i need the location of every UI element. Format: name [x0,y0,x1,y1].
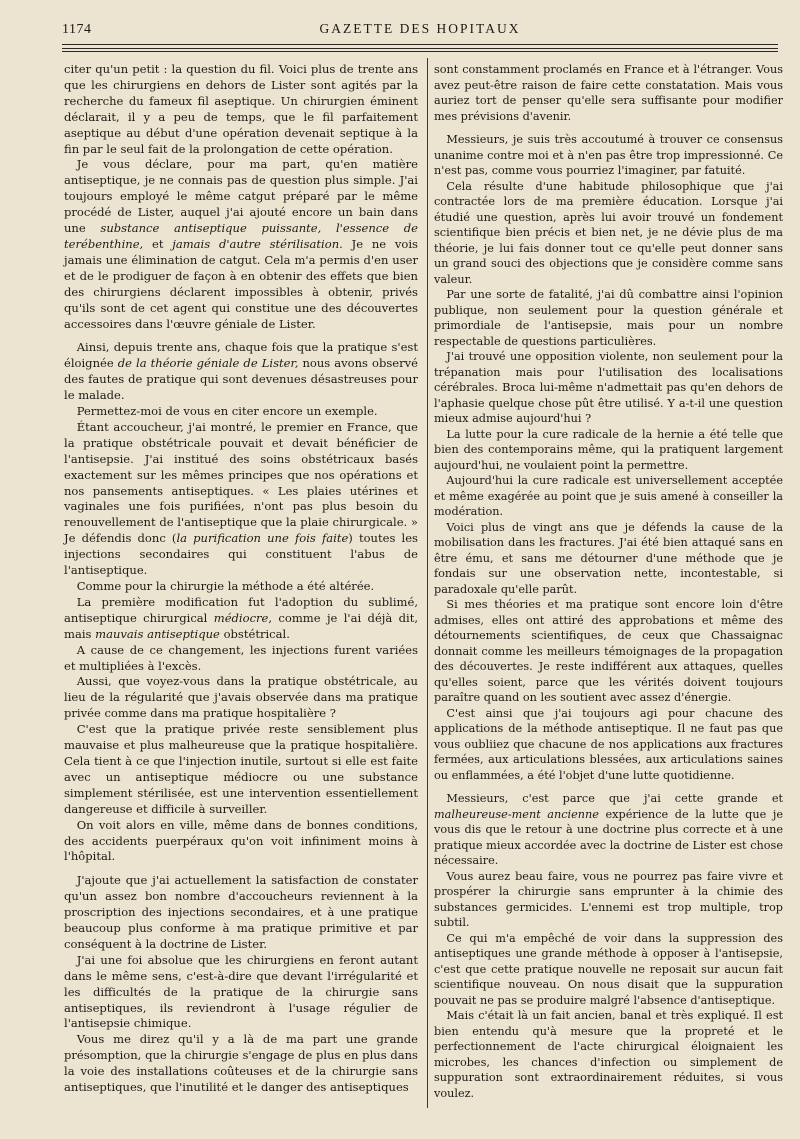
paragraph: A cause de ce changement, les injections furent variées et multipliées à l'excès. [64,642,418,673]
paragraph: Voici plus de vingt ans que je défends la cause de la mobilisation dans les fractures. J'ai été bien attaqué sans en être ému, et sans me détourner d'une méthode que je fondais sur une observation nette, incontestable, si paradoxale qu'elle parût. [434,520,783,596]
paragraph: Étant accoucheur, j'ai montré, le premier en France, que la pratique obstétricale pouvait et devait bénéficier de l'antisepsie. J'ai institué des soins obstétricaux basés exactement sur les mêmes principes que nos opérations et nos pansements antiseptiques. « Les plaies utérines et vaginales une fois purifiées, n'ont pas plus besoin du renouvellement de l'antiseptique que la plaie chirurgicale. » Je défendis donc (la purification une fois faite) toutes les injections secondaires qui constituent l'abus de l'antiseptique. [64,419,418,578]
paragraph: Messieurs, c'est parce que j'ai cette grande et malheureuse-ment ancienne expérience de la lutte que je vous dis que le retour à une doctrine plus correcte et à une pratique mieux accordée avec la doctrine de Lister est chose nécessaire. [434,792,783,867]
paragraph: Vous aurez beau faire, vous ne pourrez pas faire vivre et prospérer la chirurgie sans emprunter à la chimie des substances germicides. L'ennemi est trop multiple, trop subtil. [434,869,783,929]
paragraph: Par une sorte de fatalité, j'ai dû combattre ainsi l'opinion publique, non seulement pour la question générale et primordiale de l'antisepsie, mais pour un nombre respectable de questions particulières. [434,288,783,348]
paragraph: sont constamment proclamés en France et à l'étranger. Vous avez peut-être raison de faire cette constatation. Mais vous auriez tort de penser qu'elle sera suffisante pour modifier mes prévisions d'avenir. [434,63,783,123]
paragraph: C'est que la pratique privée reste sensiblement plus mauvaise et plus malheureuse que la pratique hospitalière. Cela tient à ce que l'injection inutile, surtout si elle est faite avec un antiseptique médiocre ou une substance simplement stérilisée, est une intervention essentiellement dangereuse et difficile à surveiller. [64,722,418,816]
paragraph: Je vous déclare, pour ma part, qu'en matière antiseptique, je ne connais pas de question plus simple. J'ai toujours employé le même catgut préparé par le même procédé de Lister, auquel j'ai ajouté encore un bain dans une substance antiseptique puissante, l'essence de terébenthine, et jamais d'autre stérilisation. Je ne vois jamais une élimination de catgut. Cela m'a permis d'en user et de le prodiguer de façon à en obtenir des effets que bien des chirurgiens déclarent impossibles à obtenir, privés qu'ils sont de cet agent qui constitue une des découvertes accessoires dans l'œuvre géniale de Lister. [64,157,418,331]
column-divider [427,58,428,1108]
left-column [64,62,418,1096]
paragraph: Ainsi, depuis trente ans, chaque fois que la pratique s'est éloignée de la théorie géniale de Lister, nous avons observé des fautes de pratique qui sont devenues désastreuses pour le malade. [64,340,419,403]
paragraph: La lutte pour la cure radicale de la hernie a été telle que bien des contemporains même, qui la pratiquent largement aujourd'hui, ne voulaient point la permettre. [434,427,783,472]
header-double-rule [62,48,778,52]
paragraph: Vous me direz qu'il y a là de ma part une grande présomption, que la chirurgie s'engage de plus en plus dans la voie des installations coûteuses et de la chirurgie sans antiseptiques, que l'inutilité et le danger des antiseptiques [64,1032,418,1095]
journal-title: GAZETTE DES HOPITAUX [319,21,521,36]
paragraph: Messieurs, je suis très accoutumé à trouver ce consensus unanime contre moi et à n'en pas être trop impressionné. Ce n'est pas, comme vous pourriez l'imaginer, par fatuité. [434,133,783,177]
paragraph: citer qu'un petit : la question du fil. Voici plus de trente ans que les chirurgiens en dehors de Lister sont agités par la recherche du fameux fil aseptique. Un chirurgien éminent déclarait, il y a peu de temps, que le fil parfaitement aseptique au début d'une opération devenait septique à la fin par le seul fait de la prolongation de cette opération. [64,62,418,156]
paragraph: Aussi, que voyez-vous dans la pratique obstétricale, au lieu de la régularité que j'avais observée dans ma pratique privée comme dans ma pratique hospitalière ? [64,674,418,721]
paragraph: C'est ainsi que j'ai toujours agi pour chacune des applications de la méthode antiseptique. Il ne faut pas que vous oubliiez que chacune de nos applications aux fractures fermées, aux articulations blessées, aux articulations saines ou enflammées, a été l'objet d'une lutte quotidienne. [434,706,783,782]
page-header [62,18,778,42]
paragraph: J'ai trouvé une opposition violente, non seulement pour la trépanation mais pour l'utilisation des localisations cérébrales. Broca lui-même n'admettait pas qu'en dehors de l'aphasie quelque chose pût être utilisé. Y a-t-il une question mieux admise aujourd'hui ? [434,350,783,425]
paragraph: Si mes théories et ma pratique sont encore loin d'être admises, elles ont attiré des approbations et même des détournements scientifiques, de ceux que Chassaignac donnait comme les meilleurs témoignages de la propagation des découvertes. Je reste indifférent aux attaques, quelles qu'elles soient, parce que les vérités doivent toujours paraître quand on les soutient avec assez d'énergie. [434,598,783,704]
paragraph: J'ai une foi absolue que les chirurgiens en feront autant dans le même sens, c'est-à-dire que devant l'irrégularité et les difficultés de la pratique de la chirurgie sans antiseptiques, ils reviendront à l'usage régulier de l'antisepsie chimique. [64,952,418,1031]
page-number: 1174 [62,22,92,37]
paragraph: La première modification fut l'adoption du sublimé, antiseptique chirurgical médiocre, comme je l'ai déjà dit, mais mauvais antiseptique obstétrical. [64,594,418,641]
paragraph: Permettez-moi de vous en citer encore un exemple. [76,404,378,419]
paragraph: Comme pour la chirurgie la méthode a été altérée. [76,579,375,593]
paragraph: Mais c'était là un fait ancien, banal et très expliqué. Il est bien entendu qu'à mesure que la propreté et le perfectionnement de l'acte chirurgical éloignaient les microbes, les chances d'infection ou simplement de suppuration sont extraordinairement réduites, si vous voulez. [434,1009,783,1100]
paragraph: J'ajoute que j'ai actuellement la satisfaction de constater qu'un assez bon nombre d'accoucheurs reviennent à la proscription des injections secondaires, et à une pratique beaucoup plus conforme à ma pratique primitive et par conséquent à la doctrine de Lister. [64,873,418,951]
paragraph: Ce qui m'a empêché de voir dans la suppression des antiseptiques une grande méthode à opposer à l'antisepsie, c'est que cette pratique nouvelle ne reposait sur aucun fait scientifique nouveau. On nous disait que la suppuration pouvait ne pas se produire malgré l'absence d'antiseptique. [434,931,783,1007]
paragraph: Cela résulte d'une habitude philosophique que j'ai contractée lors de ma première éducation. Lorsque j'ai étudié une question, après lui avoir trouvé un fondement scientifique bien précis et bien net, je ne dévie plus de ma théorie, je lui fais donner tout ce qu'elle peut donner sans un grand souci des objections que je considère comme sans valeur. [434,179,783,286]
paragraph: Aujourd'hui la cure radicale est universellement acceptée et même exagérée au point que je suis amené à conseiller la modération. [434,474,783,518]
paragraph: On voit alors en ville, même dans de bonnes conditions, des accidents puerpéraux qu'on voit infiniment moins à l'hôpital. [64,817,418,864]
header-rule [62,44,778,45]
right-column [434,62,783,1101]
